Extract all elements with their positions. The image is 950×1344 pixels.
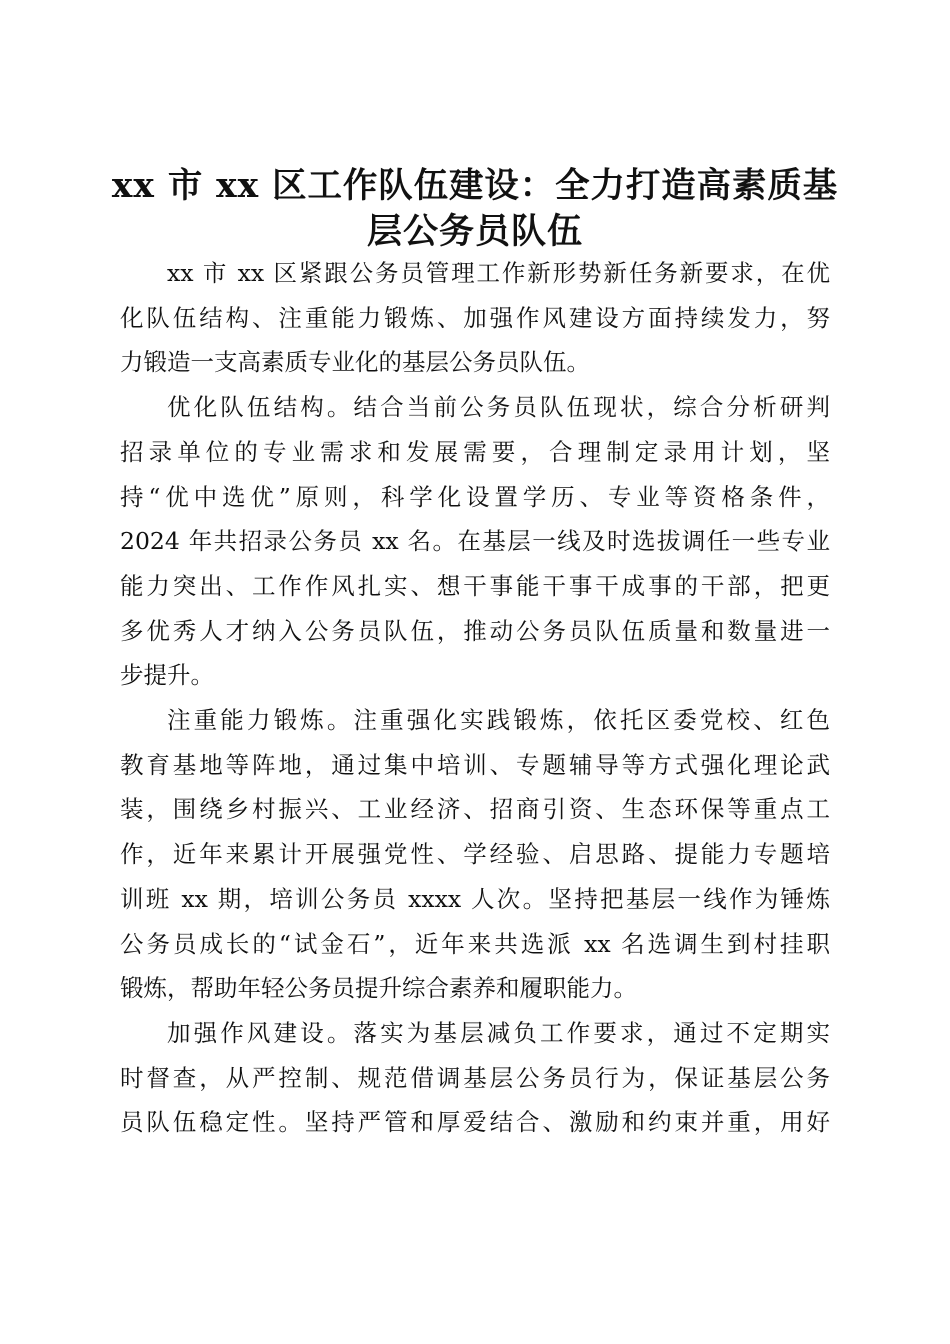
text-line: 招录单位的专业需求和发展需要，合理制定录用计划，坚 [120,437,830,466]
paragraph-optimize-structure [120,385,830,698]
text-line: 加强作风建设。落实为基层减负工作要求，通过不定期实 [167,1018,830,1047]
text-line: 优化队伍结构。结合当前公务员队伍现状，综合分析研判 [167,393,830,422]
text-line: 锻炼，帮助年轻公务员提升综合素养和履职能力。 [120,974,637,1003]
title-line: 层公务员队伍 [366,211,583,253]
title-line: xx 市 xx 区工作队伍建设：全力打造高素质基 [111,166,839,207]
paragraph-work-style [120,1011,830,1145]
text-line: 时督查，从严控制、规范借调基层公务员行为，保证基层公务 [120,1063,830,1092]
text-line: 装，围绕乡村振兴、工业经济、招商引资、生态环保等重点工 [120,795,830,824]
text-line: 化队伍结构、注重能力锻炼、加强作风建设方面持续发力，努 [120,303,830,332]
text-line: 力锻造一支高素质专业化的基层公务员队伍。 [120,348,590,377]
text-line: 持“优中选优”原则，科学化设置学历、专业等资格条件， [120,482,830,511]
paragraph-intro [120,251,830,385]
text-line: 步提升。 [120,661,214,690]
text-line: 多优秀人才纳入公务员队伍，推动公务员队伍质量和数量进一 [120,616,830,645]
document-title [110,163,840,255]
text-line: 作，近年来累计开展强党性、学经验、启思路、提能力专题培 [120,840,830,869]
text-line: 2024 年共招录公务员 xx 名。在基层一线及时选拔调任一些专业 [120,527,830,556]
text-line: 能力突出、工作作风扎实、想干事能干事干成事的干部，把更 [120,571,830,600]
text-line: 训班 xx 期，培训公务员 xxxx 人次。坚持把基层一线作为锤炼 [120,884,830,913]
paragraph-ability-training [120,698,830,1011]
text-line: 注重能力锻炼。注重强化实践锻炼，依托区委党校、红色 [167,706,830,735]
text-line: 员队伍稳定性。坚持严管和厚爱结合、激励和约束并重，用好 [120,1108,830,1137]
document-body [120,251,830,1145]
text-line: 公务员成长的“试金石”，近年来共选派 xx 名选调生到村挂职 [120,929,830,958]
text-line: xx 市 xx 区紧跟公务员管理工作新形势新任务新要求，在优 [167,259,830,287]
text-line: 教育基地等阵地，通过集中培训、专题辅导等方式强化理论武 [120,750,830,779]
